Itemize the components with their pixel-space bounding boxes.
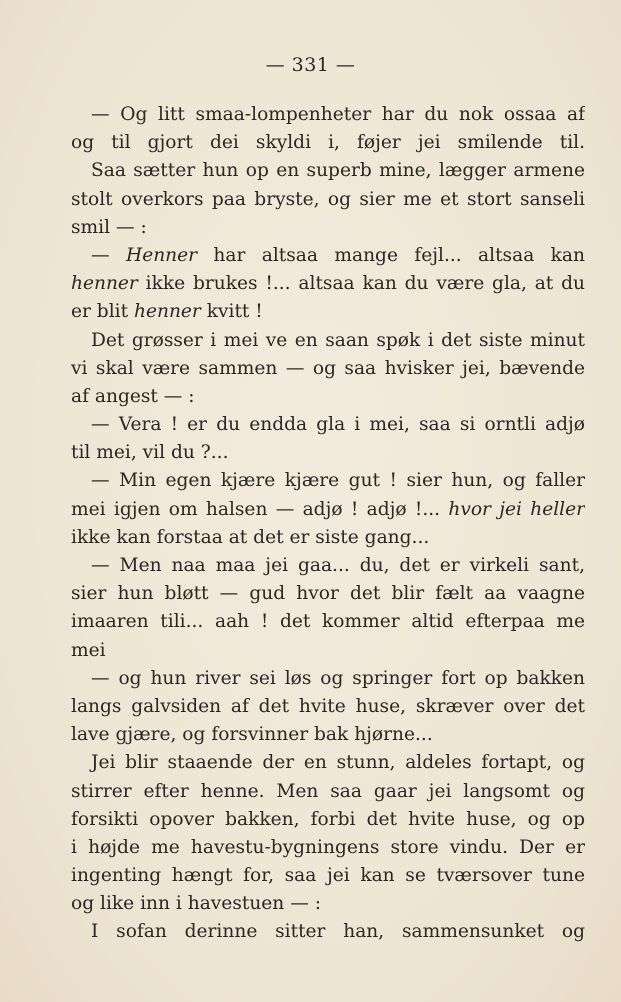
line-segment: vi skal være sammen — og saa hvisker jei, bævende bbox=[71, 357, 585, 379]
line-segment: imaaren tili... aah ! det kommer altid efterpaa me bbox=[71, 611, 585, 633]
line-segment: I sofan derinne sitter han, sammensunket og bbox=[91, 921, 585, 943]
text-line bbox=[71, 467, 585, 495]
text-line bbox=[71, 637, 585, 665]
text-line bbox=[71, 355, 585, 383]
line-segment: ingenting hængt for, saa jei kan se tværsover tune bbox=[71, 865, 585, 887]
italic-segment: henner bbox=[71, 273, 138, 295]
text-line bbox=[71, 918, 585, 946]
line-segment: i højde me havestu-bygningens store vindu. Der er bbox=[71, 836, 585, 858]
text-line bbox=[71, 214, 585, 242]
text-line bbox=[71, 411, 585, 439]
text-line bbox=[71, 383, 585, 411]
line-segment: og til gjort dei skyldi i, føjer jei smilende til. bbox=[71, 132, 585, 154]
line-segment: smil — : bbox=[71, 216, 147, 238]
text-line bbox=[71, 749, 585, 777]
line-segment: Saa sætter hun op en superb mine, lægger armene bbox=[91, 160, 585, 182]
line-segment: sier hun bløtt — gud hvor det blir fælt aa vaagne bbox=[71, 583, 585, 605]
line-segment: ikke brukes !... altsaa kan du være gla, at du bbox=[137, 273, 585, 295]
line-segment: mei bbox=[71, 639, 106, 661]
text-line bbox=[71, 186, 585, 214]
line-segment: har altsaa mange fejl... altsaa kan bbox=[197, 244, 585, 266]
text-line bbox=[71, 721, 585, 749]
text-line bbox=[71, 439, 585, 467]
text-line bbox=[71, 327, 585, 355]
line-segment: langs galvsiden af det hvite huse, skræver over det bbox=[71, 695, 585, 717]
text-line bbox=[71, 665, 585, 693]
line-segment: Jei blir staaende der en stunn, aldeles fortapt, og bbox=[91, 752, 585, 774]
italic-segment: hvor jei heller bbox=[448, 498, 585, 520]
line-segment: Det grøsser i mei ve en saan spøk i det siste minut bbox=[91, 329, 585, 351]
line-segment: ikke kan forstaa at det er siste gang... bbox=[71, 526, 430, 548]
line-segment: stolt overkors paa bryste, og sier me et stort sanseli bbox=[71, 188, 585, 210]
text-line bbox=[71, 608, 585, 636]
line-segment: — Men naa maa jei gaa... du, det er virkeli sant, bbox=[91, 555, 585, 576]
text-line bbox=[71, 270, 585, 298]
line-segment: er blit bbox=[71, 301, 134, 323]
line-segment: — Og litt smaa-lompenheter har du nok ossaa af bbox=[91, 104, 585, 125]
text-line bbox=[71, 524, 585, 552]
text-line bbox=[71, 580, 585, 608]
line-segment: af angest — : bbox=[71, 385, 195, 407]
text-line bbox=[71, 778, 585, 806]
line-segment: forsikti opover bakken, forbi det hvite huse, og op bbox=[71, 808, 585, 830]
text-line bbox=[71, 101, 585, 129]
line-segment: — og hun river sei løs og springer fort op bakken bbox=[91, 667, 585, 689]
text-line bbox=[71, 552, 585, 580]
line-segment: kvitt ! bbox=[200, 301, 263, 323]
text-line bbox=[71, 806, 585, 834]
text-line bbox=[71, 693, 585, 721]
line-segment: stirrer efter henne. Men saa gaar jei langsomt og bbox=[71, 780, 585, 802]
line-segment: mei igjen om halsen — adjø ! adjø !... bbox=[71, 498, 449, 520]
text-line bbox=[71, 834, 585, 862]
text-line bbox=[71, 890, 585, 918]
text-line bbox=[71, 496, 585, 524]
line-segment: og like inn i havestuen — : bbox=[71, 893, 321, 915]
body-text bbox=[71, 101, 585, 947]
text-line bbox=[71, 242, 585, 270]
italic-segment: Henner bbox=[125, 244, 198, 266]
line-segment: — Min egen kjære kjære gut ! sier hun, og faller bbox=[91, 470, 585, 492]
text-line bbox=[71, 298, 585, 326]
italic-segment: henner bbox=[133, 301, 201, 323]
text-line bbox=[71, 862, 585, 890]
line-segment: — bbox=[91, 244, 126, 266]
line-segment: til mei, vil du ?... bbox=[71, 442, 229, 464]
line-segment: lave gjære, og forsvinner bak hjørne... bbox=[71, 724, 433, 746]
page-number: — 331 — bbox=[265, 54, 356, 76]
text-line bbox=[71, 129, 585, 157]
text-line bbox=[71, 157, 585, 185]
line-segment: — Vera ! er du endda gla i mei, saa si orntli adjø bbox=[91, 414, 585, 436]
